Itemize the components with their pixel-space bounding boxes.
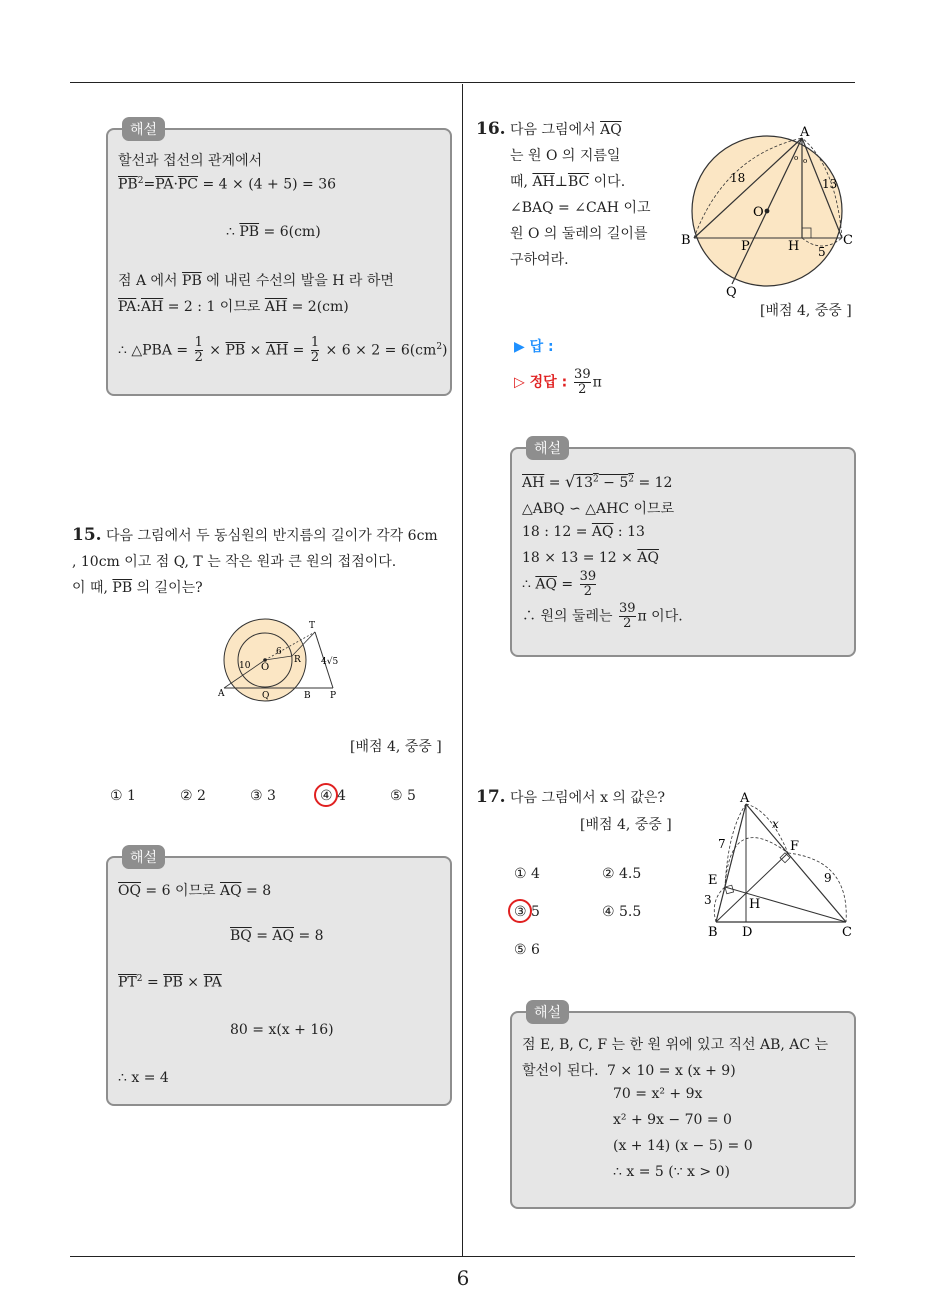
sol15-line-1: $\overline{OQ} = 6$ 이므로 $\overline{AQ} = 8$	[118, 883, 272, 899]
q15-label-P: P	[330, 691, 337, 701]
sol14-line-2: $\overline{PB}^2=\overline{PA}\cdot\overline{PC} = 4 \times (4 + 5) = 36$	[118, 176, 337, 193]
q15-selected-mark	[314, 783, 338, 807]
solution-tag: 해설	[526, 436, 569, 460]
sol15-line-3: $\overline{PT}^2 = \overline{PB} \times \overline{PA}$	[118, 974, 222, 991]
sol17-line-3: 70 = x² + 9x	[613, 1086, 703, 1102]
q15-label-Q: Q	[262, 691, 270, 701]
q15-label-R: R	[294, 655, 301, 665]
q17-meta: [배점 4, 중중 ]	[580, 817, 672, 833]
q16-answer-label: ▶ 답 :	[514, 339, 554, 355]
q15-choice-3[interactable]: ③ 3	[250, 788, 276, 804]
q16-label-C: C	[843, 233, 853, 248]
q17-label-A: A	[740, 791, 750, 806]
svg-text:o: o	[803, 157, 808, 165]
sol17-line-1: 점 E, B, C, F 는 한 원 위에 있고 직선 AB, AC 는	[522, 1037, 829, 1053]
q15-text: 15. 다음 그림에서 두 동심원의 반지름의 길이가 각각 6cm , 10cm 이고 점 Q, T 는 작은 원과 큰 원의 접점이다. 이 때, $\overline{PB}$ 의 길이는?	[72, 525, 438, 596]
top-rule	[70, 82, 855, 83]
q15-label-A: A	[218, 689, 225, 699]
solution-tag: 해설	[122, 845, 165, 869]
q17-label-3: 3	[704, 893, 712, 907]
q17-label-7: 7	[718, 837, 726, 851]
q17-label-C: C	[842, 925, 852, 940]
sol17-line-5: (x + 14) (x − 5) = 0	[613, 1138, 753, 1154]
sol14-line-3: ∴ $\overline{PB} = 6(cm)$	[226, 224, 321, 240]
sol14-line-1: 할선과 접선의 관계에서	[118, 153, 263, 169]
q16-label-H: H	[788, 239, 800, 254]
bottom-rule	[70, 1256, 855, 1257]
sol14-line-4: 점 A 에서 $\overline{PB}$ 에 내린 수선의 발을 H 라 하면	[118, 273, 394, 289]
sol15-line-4: 80 = x(x + 16)	[230, 1022, 334, 1038]
sol14-line-6: ∴ △PBA = $\frac{1}{2}$ × $\overline{PB} \times \overline{AH}$ = $\frac{1}{2}$ × $6 \times 2 = 6(cm^2)$	[118, 335, 448, 365]
q16-figure	[676, 126, 858, 302]
q16-label-P: P	[741, 239, 750, 254]
q15-label-6: 6	[276, 647, 282, 657]
sol15-line-2: $\overline{BQ} = \overline{AQ} = 8$	[230, 928, 324, 944]
q17-label-B: B	[708, 925, 718, 940]
sol16-line-2: △ABQ ∽ △AHC 이므로	[522, 501, 675, 517]
q17-label-H: H	[749, 897, 761, 912]
q17-selected-mark	[508, 899, 532, 923]
q16-label-Q: Q	[726, 285, 737, 300]
sol15-line-5: ∴ x = 4	[118, 1070, 169, 1086]
sol17-line-4: x² + 9x − 70 = 0	[613, 1112, 732, 1128]
sol17-line-6: ∴ x = 5 (∵ x > 0)	[613, 1164, 730, 1180]
page-number: 6	[456, 1266, 470, 1290]
q16-text: 16. 다음 그림에서 $\overline{AQ}$ 는 원 O 의 지름일 때, $\overline{AH}\perp\overline{BC}$ 이다. ∠BAQ = ∠CAH 이고 원 O 의 둘레의 길이를 구하여라.	[476, 119, 651, 268]
sol14-line-5: $\overline{PA}:\overline{AH} = 2$ : 1 이므로 $\overline{AH} = 2(cm)$	[118, 299, 349, 315]
q16-label-13: 13	[822, 177, 838, 191]
q15-meta: [배점 4, 중중 ]	[350, 739, 442, 755]
q15-choice-2[interactable]: ② 2	[180, 788, 206, 804]
q17-label-D: D	[742, 925, 753, 940]
q17-label-E: E	[708, 873, 718, 888]
q17-figure	[700, 790, 860, 942]
q15-label-T: T	[309, 621, 316, 631]
solution-tag: 해설	[122, 117, 165, 141]
q16-meta: [배점 4, 중중 ]	[760, 303, 852, 319]
q15-figure	[208, 604, 358, 704]
svg-text:o: o	[794, 154, 799, 162]
q16-label-B: B	[681, 233, 691, 248]
q17-text: 17. 다음 그림에서 x 의 값은?	[476, 787, 665, 807]
q16-label-A: A	[800, 126, 810, 140]
column-divider	[462, 84, 463, 1256]
q17-number: 17.	[476, 787, 506, 807]
q16-correct-label: ▷ 정답 : $\frac{39}{2}$ π	[514, 367, 602, 397]
q15-choice-4[interactable]: ④ 4	[320, 788, 346, 804]
q15-label-O: O	[261, 662, 270, 673]
q17-choice-2[interactable]: ② 4.5	[602, 866, 642, 882]
q17-label-F: F	[790, 839, 800, 854]
q17-choice-4[interactable]: ④ 5.5	[602, 904, 642, 920]
q16-label-18: 18	[730, 171, 746, 185]
sol16-line-1: $\overline{AH} = √13^2 - 5^2 = 12$	[522, 472, 673, 491]
sol17-line-2: 할선이 된다. 7 × 10 = x (x + 9)	[522, 1063, 736, 1079]
q17-choice-1[interactable]: ① 4	[514, 866, 540, 882]
q17-choice-3[interactable]: ③ 5	[514, 904, 540, 920]
q17-choice-5[interactable]: ⑤ 6	[514, 942, 540, 958]
q17-label-9: 9	[824, 871, 832, 885]
q17-label-x: x	[772, 817, 779, 831]
q15-label-10: 10	[239, 661, 251, 671]
solution-tag: 해설	[526, 1000, 569, 1024]
q15-choice-1[interactable]: ① 1	[110, 788, 136, 804]
q15-number: 15.	[72, 525, 102, 545]
q16-number: 16.	[476, 119, 506, 139]
q15-label-4rt5: 4√5	[321, 657, 339, 667]
sol16-line-4: $18 \times 13 = 12 \times \overline{AQ}$	[522, 550, 659, 566]
sol16-line-3: 18 : $12 = \overline{AQ}$ : 13	[522, 524, 645, 540]
sol16-line-6: ∴ 원의 둘레는 $\frac{39}{2}$ π 이다.	[522, 601, 683, 631]
q15-label-B: B	[304, 691, 311, 701]
q16-label-O: O	[753, 205, 764, 220]
q15-choice-5[interactable]: ⑤ 5	[390, 788, 416, 804]
q16-label-5: 5	[818, 245, 826, 259]
sol16-line-5: ∴ $\overline{AQ}$ = $\frac{39}{2}$	[522, 569, 597, 599]
